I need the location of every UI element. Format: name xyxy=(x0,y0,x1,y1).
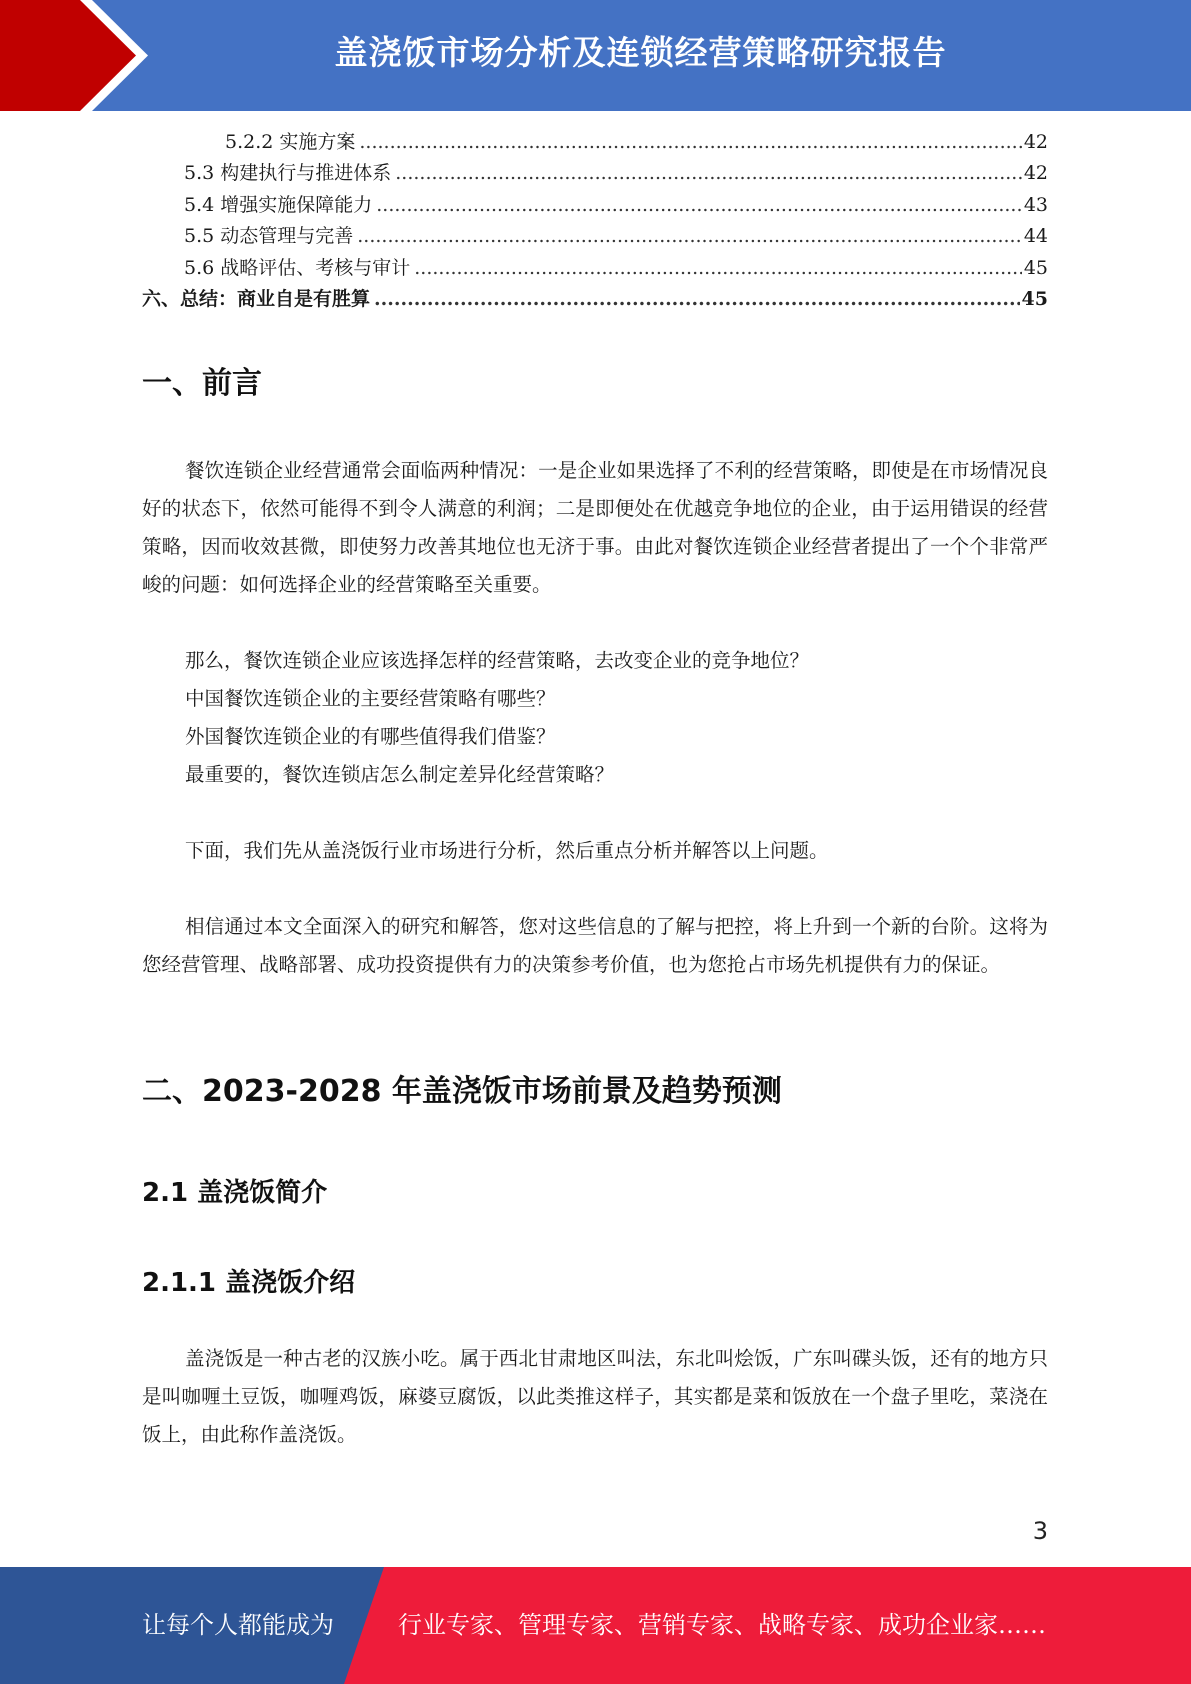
toc-entry[interactable] xyxy=(142,190,1048,221)
toc-entry[interactable] xyxy=(142,284,1048,315)
toc-leader-dots xyxy=(359,131,1021,153)
section-heading: 二、2023-2028 年盖浇饭市场前景及趋势预测 xyxy=(142,1074,782,1109)
question-line: 中国餐饮连锁企业的主要经营策略有哪些？ xyxy=(185,687,556,710)
toc-entry-label: 六、总结：商业自是有胜算 xyxy=(142,287,371,310)
toc-entry-label: 5.5 动态管理与完善 xyxy=(184,225,354,248)
footer-slogan-right: 行业专家、管理专家、营销专家、战略专家、成功企业家…… xyxy=(398,1611,1046,1639)
paragraph: 盖浇饭是一种古老的汉族小吃。属于西北甘肃地区叫法，东北叫烩饭，广东叫碟头饭，还有的地方只是叫咖喱土豆饭，咖喱鸡饭，麻婆豆腐饭，以此类推这样子，其实都是菜和饭放在一个盘子里吃，菜浇在饭上，由此称作盖浇饭。 xyxy=(142,1347,1048,1446)
question-line: 最重要的，餐饮连锁店怎么制定差异化经营策略？ xyxy=(185,763,615,786)
table-of-contents xyxy=(142,127,1048,315)
toc-entry-label: 5.6 战略评估、考核与审计 xyxy=(184,256,411,279)
toc-entry-label: 5.2.2 实施方案 xyxy=(225,131,356,153)
toc-leader-dots xyxy=(414,257,1022,279)
toc-entry[interactable] xyxy=(142,158,1048,189)
paragraph: 下面，我们先从盖浇饭行业市场进行分析，然后重点分析并解答以上问题。 xyxy=(185,839,829,862)
question-line: 那么，餐饮连锁企业应该选择怎样的经营策略，去改变企业的竞争地位？ xyxy=(185,649,810,672)
toc-entry-page: 42 xyxy=(1023,162,1048,185)
toc-leader-dots xyxy=(374,288,1020,310)
report-title: 盖浇饭市场分析及连锁经营策略研究报告 xyxy=(334,33,947,72)
page-number: 3 xyxy=(1032,1517,1048,1545)
toc-leader-dots xyxy=(357,225,1022,247)
footer-banner xyxy=(0,1567,1191,1684)
toc-entry[interactable] xyxy=(142,127,1048,158)
paragraph: 相信通过本文全面深入的研究和解答，您对这些信息的了解与把控，将上升到一个新的台阶。这将为您经营管理、战略部署、成功投资提供有力的决策参考价值，也为您抢占市场先机提供有力的保证。 xyxy=(142,915,1048,976)
paragraph: 餐饮连锁企业经营通常会面临两种情况：一是企业如果选择了不利的经营策略，即使是在市场情况良好的状态下，依然可能得不到令人满意的利润；二是即便处在优越竞争地位的企业，由于运用错误的经营策略，因而收效甚微，即使努力改善其地位也无济于事。由此对餐饮连锁企业经营者提出了一个个非常严峻的问题：如何选择企业的经营策略至关重要。 xyxy=(142,459,1048,596)
question-line: 外国餐饮连锁企业的有哪些值得我们借鉴？ xyxy=(185,725,556,748)
header-banner xyxy=(0,0,1191,111)
toc-entry-page: 42 xyxy=(1023,131,1048,153)
toc-leader-dots xyxy=(395,162,1022,184)
toc-entry[interactable] xyxy=(142,221,1048,252)
toc-entry-label: 5.3 构建执行与推进体系 xyxy=(184,162,392,185)
toc-entry-page: 45 xyxy=(1023,256,1048,279)
chevron-arrow-icon xyxy=(0,0,160,111)
footer-slogan-left: 让每个人都能成为 xyxy=(142,1611,334,1639)
subsection-heading: 2.1.1 盖浇饭介绍 xyxy=(142,1268,356,1298)
toc-entry-page: 44 xyxy=(1023,225,1048,248)
toc-entry-page: 45 xyxy=(1021,287,1048,310)
toc-entry-label: 5.4 增强实施保障能力 xyxy=(184,193,373,216)
toc-entry-page: 43 xyxy=(1023,193,1048,216)
toc-leader-dots xyxy=(376,194,1022,216)
subsection-heading: 2.1 盖浇饭简介 xyxy=(142,1178,328,1208)
section-heading: 一、前言 xyxy=(142,366,262,401)
toc-entry[interactable] xyxy=(142,253,1048,284)
